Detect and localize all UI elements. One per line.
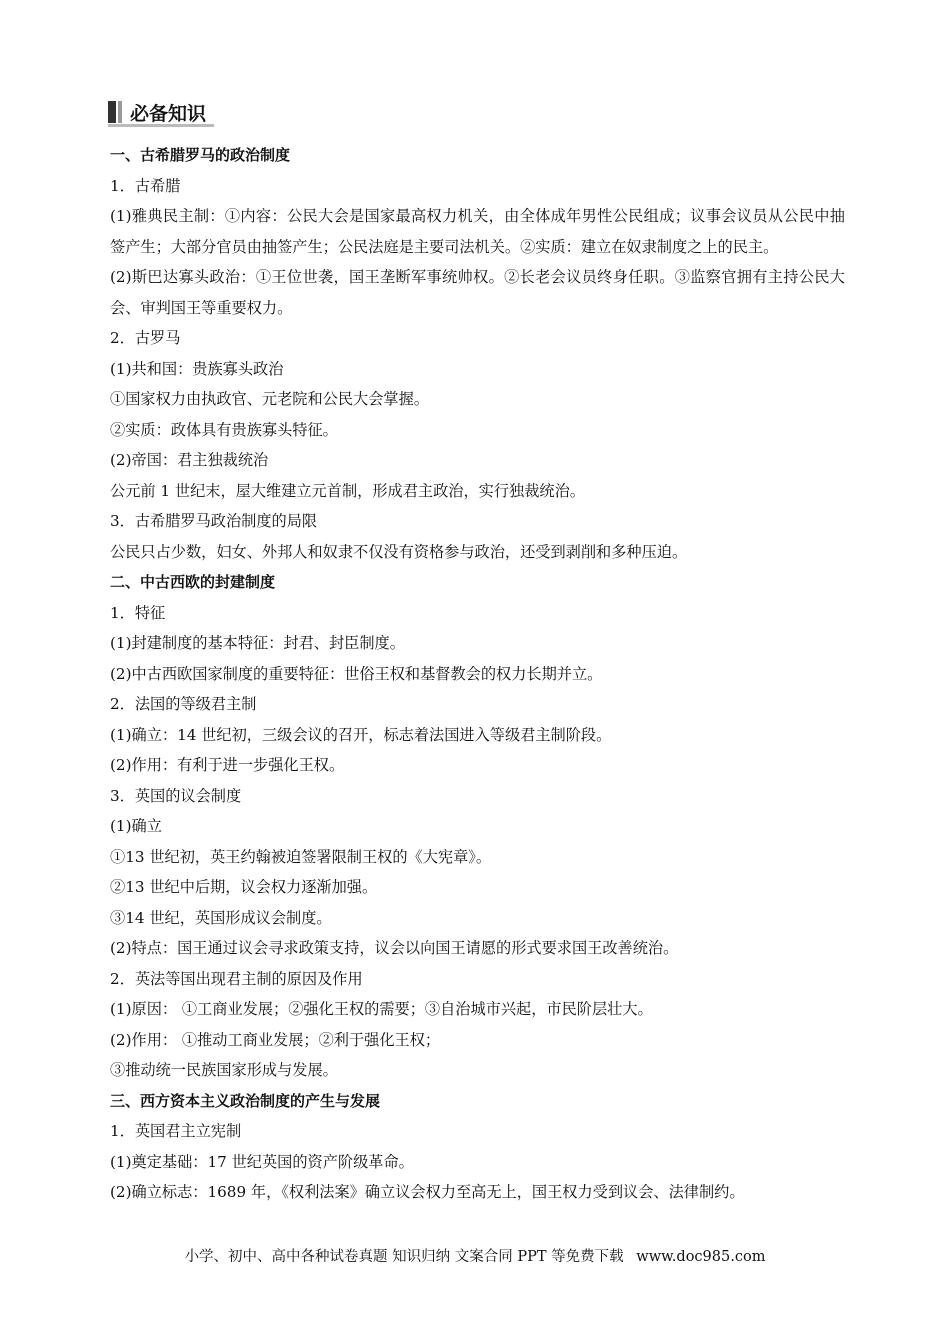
paragraph-line: (2)作用： ①推动工商业发展；②利于强化王权； — [110, 1030, 441, 1049]
paragraph-line: (1)确立 — [110, 817, 162, 835]
paragraph-line: (2)中古西欧国家制度的重要特征：世俗王权和基督教会的权力长期并立。 — [110, 664, 603, 683]
section-heading: 一、古希腊罗马的政治制度 — [110, 146, 291, 164]
paragraph-line: 1．英国君主立宪制 — [110, 1122, 242, 1140]
paragraph-line: 2．法国的等级君主制 — [110, 695, 257, 713]
footer-text: 小学、初中、高中各种试卷真题 知识归纳 文案合同 PPT 等免费下载 — [184, 1249, 624, 1265]
document-body — [110, 140, 845, 1208]
section-header — [108, 97, 206, 127]
paragraph-line: (2)斯巴达寡头政治：①王位世袭，国王垄断军事统帅权。②长老会议员终身任职。③监察官拥有主持公民大会、审判国王等重要权力。 — [110, 268, 845, 317]
paragraph-line: 3．古希腊罗马政治制度的局限 — [110, 512, 318, 530]
paragraph-line: 1．特征 — [110, 603, 166, 622]
paragraph-line: ①国家权力由执政官、元老院和公民大会掌握。 — [110, 390, 429, 408]
paragraph-line: 1．古希腊 — [110, 176, 181, 195]
paragraph-line: 公民只占少数，妇女、外邦人和奴隶不仅没有资格参与政治，还受到剥削和多种压迫。 — [110, 542, 688, 561]
paragraph-line: (1)原因： ①工商业发展；②强化王权的需要；③自治城市兴起，市民阶层壮大。 — [110, 1000, 653, 1018]
paragraph-line: (1)封建制度的基本特征：封君、封臣制度。 — [110, 634, 405, 652]
paragraph-line: (1)雅典民主制：①内容：公民大会是国家最高权力机关，由全体成年男性公民组成；议事会议员从公民中抽签产生；大部分官员由抽签产生；公民法庭是主要司法机关。②实质：建立在奴隶制度之上的民主。 — [110, 207, 845, 256]
footer-link[interactable]: www.doc985.com — [636, 1249, 766, 1265]
header-bar-accent-icon — [118, 101, 122, 123]
paragraph-line: ③推动统一民族国家形成与发展。 — [110, 1061, 338, 1079]
paragraph-line: (2)确立标志：1689 年，《权利法案》确立议会权力至高无上，国王权力受到议会、法律制约。 — [110, 1183, 745, 1201]
paragraph-line: (2)特点：国王通过议会寻求政策支持，议会以向国王请愿的形式要求国王改善统治。 — [110, 939, 679, 957]
paragraph-line: (2)作用：有利于进一步强化王权。 — [110, 756, 345, 774]
paragraph-line: ③14 世纪，英国形成议会制度。 — [110, 908, 332, 927]
paragraph-line: ②实质：政体具有贵族寡头特征。 — [110, 420, 338, 439]
paragraph-line: 2．英法等国出现君主制的原因及作用 — [110, 969, 363, 988]
paragraph-line: ②13 世纪中后期，议会权力逐渐加强。 — [110, 878, 378, 896]
page-footer — [0, 1245, 950, 1266]
paragraph-line: (2)帝国：君主独裁统治 — [110, 451, 269, 469]
section-title: 必备知识 — [130, 102, 207, 125]
paragraph-line: ①13 世纪初，英王约翰被迫签署限制王权的《大宪章》。 — [110, 847, 492, 866]
paragraph-line: (1)共和国：贵族寡头政治 — [110, 359, 284, 378]
section-heading: 二、中古西欧的封建制度 — [110, 573, 276, 591]
paragraph-line: 2．古罗马 — [110, 329, 181, 347]
paragraph-line: (1)奠定基础：17 世纪英国的资产阶级革命。 — [110, 1152, 414, 1171]
paragraph-line: (1)确立：14 世纪初，三级会议的召开，标志着法国进入等级君主制阶段。 — [110, 725, 612, 744]
header-bar-icon — [108, 101, 116, 123]
section-heading: 三、西方资本主义政治制度的产生与发展 — [110, 1091, 381, 1110]
paragraph-line: 公元前 1 世纪末，屋大维建立元首制，形成君主政治，实行独裁统治。 — [110, 481, 585, 500]
section-underline — [108, 124, 214, 127]
paragraph-line: 3．英国的议会制度 — [110, 786, 242, 805]
